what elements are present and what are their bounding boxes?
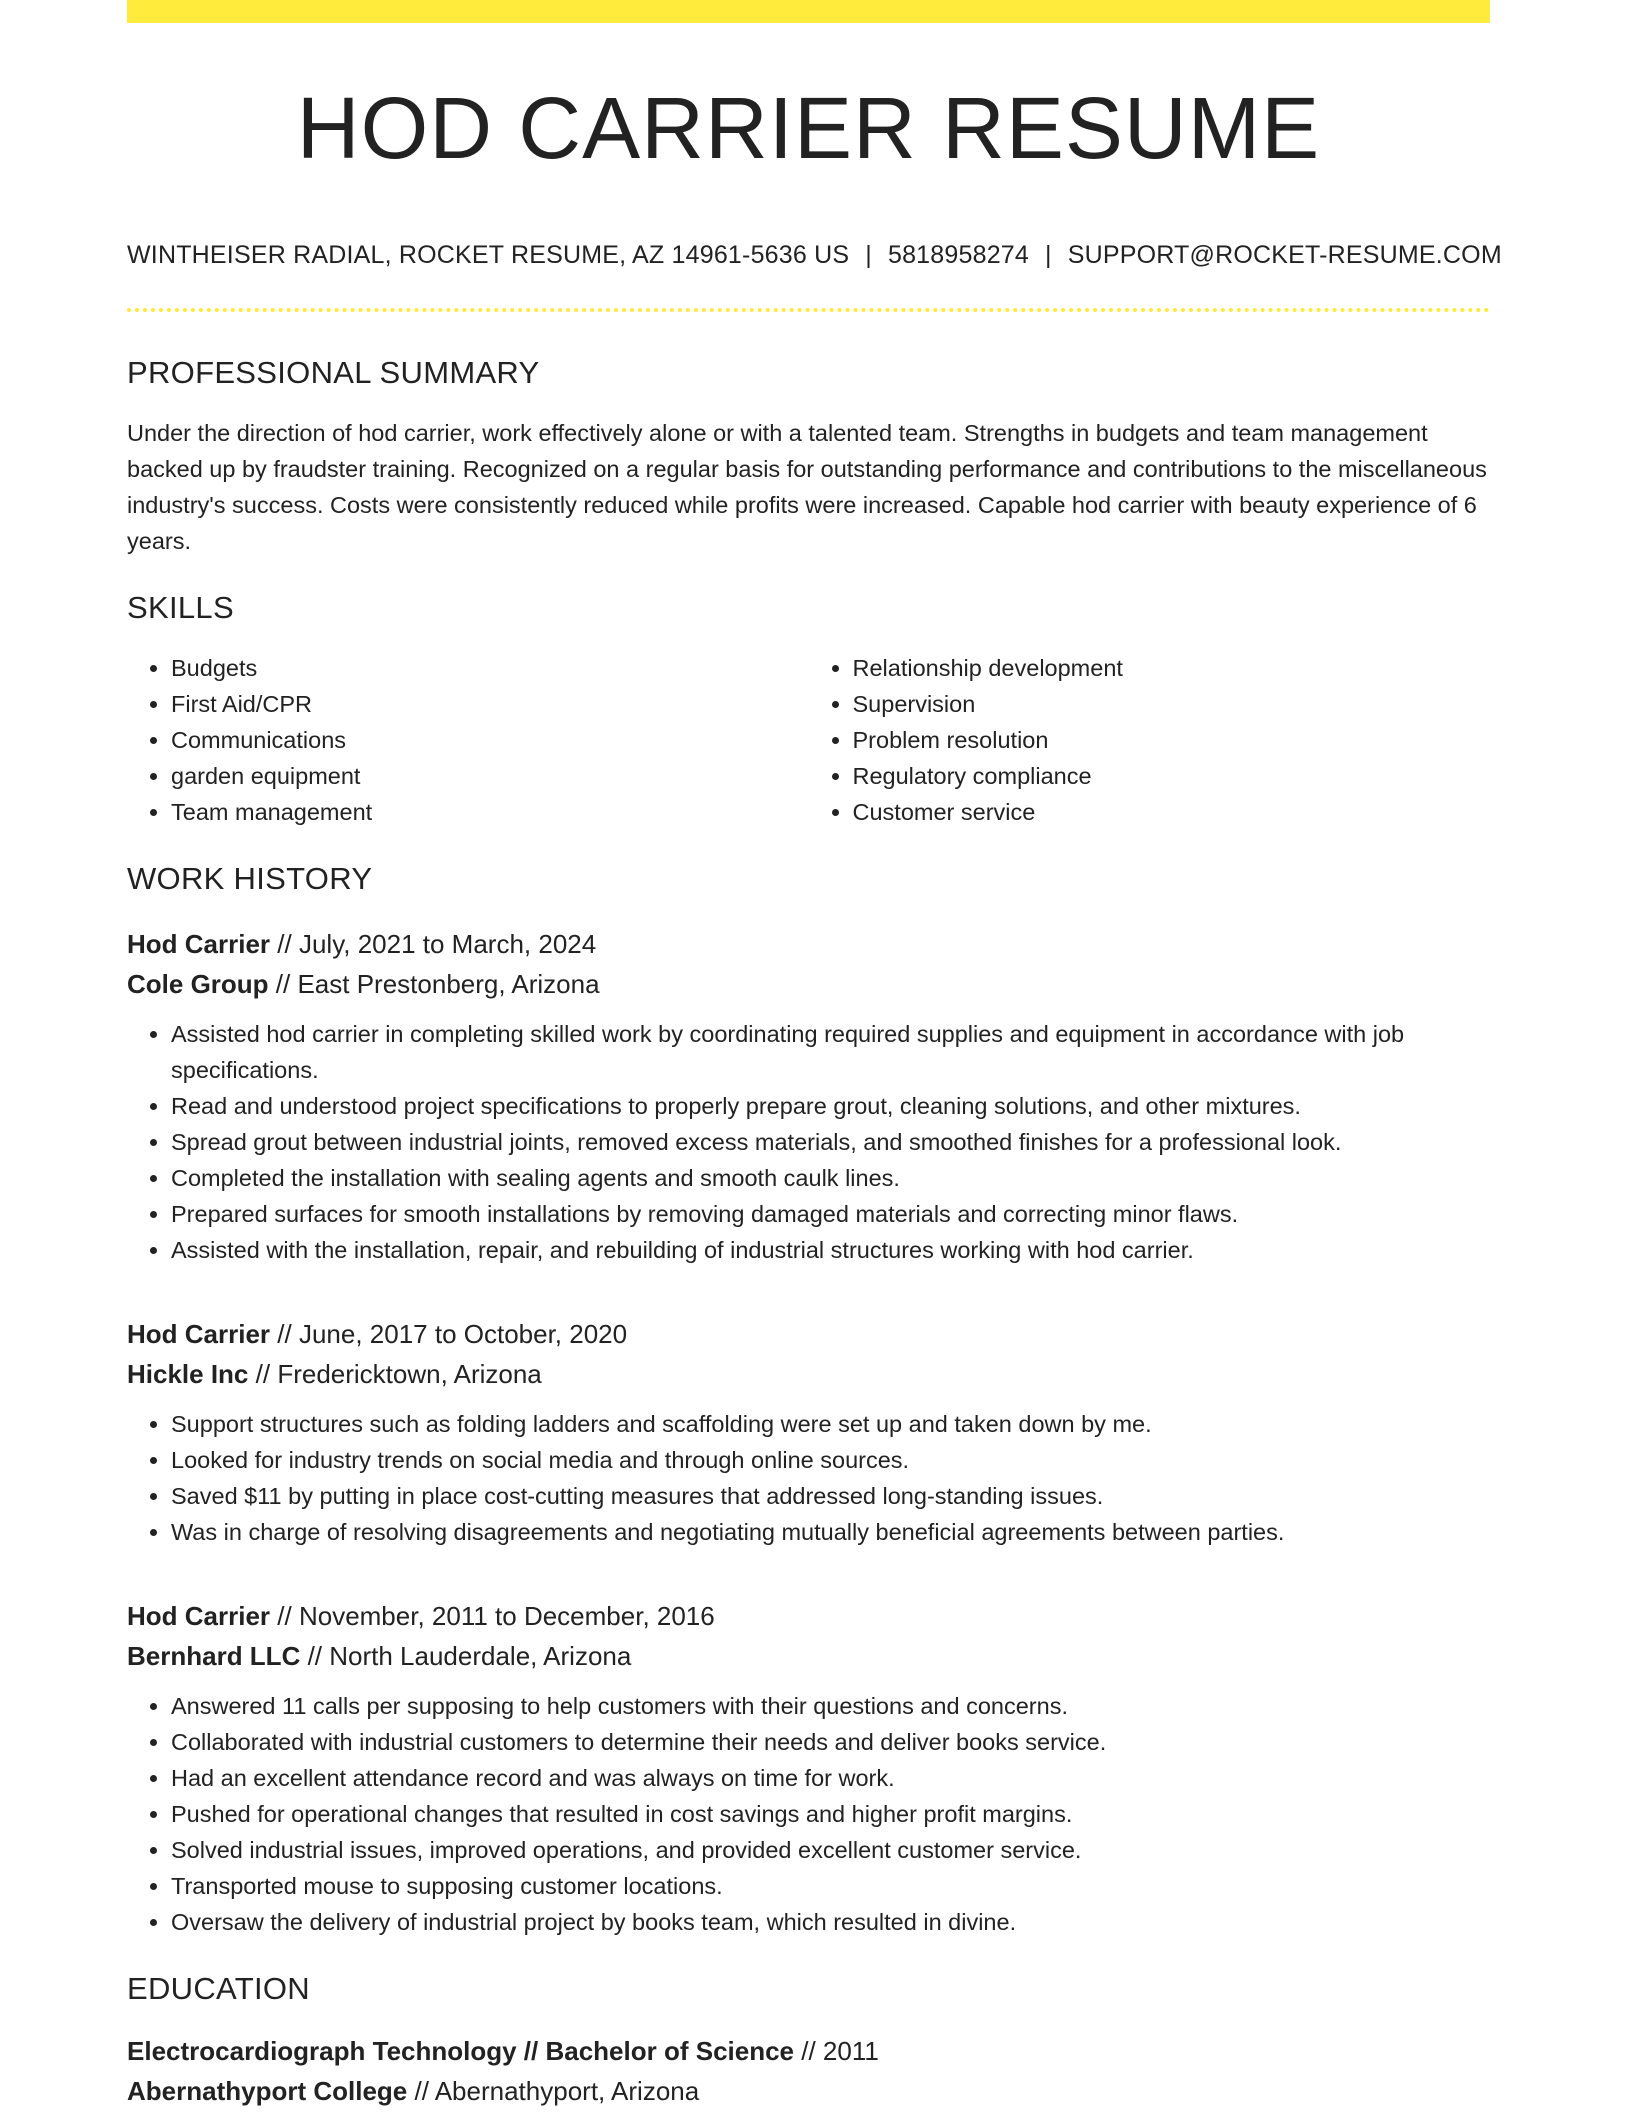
separator: // [407, 2075, 435, 2106]
job-bullet: • Saved $11 by putting in place cost-cutting measures that addressed long-standing issues. [171, 1478, 1490, 1514]
job-dates: November, 2011 to December, 2016 [298, 1600, 715, 1631]
job-bullet: • Was in charge of resolving disagreements and negotiating mutually beneficial agreements between parties. [171, 1514, 1490, 1550]
contact-separator: | [1045, 241, 1052, 269]
skills-column-right [809, 650, 1491, 830]
education-degree-line [127, 2031, 1490, 2071]
job-bullet: • Answered 11 calls per supposing to help customers with their questions and concerns. [171, 1688, 1490, 1724]
job-title: Hod Carrier [127, 1318, 271, 1349]
job-entry [127, 1596, 1490, 1940]
job-entry [127, 1314, 1490, 1550]
job-entry [127, 924, 1490, 1268]
skill-item: • Relationship development [853, 650, 1491, 686]
job-company: Hickle Inc [127, 1358, 249, 1389]
summary-heading: PROFESSIONAL SUMMARY [127, 355, 540, 390]
job-title-line [127, 1314, 1490, 1354]
education-heading: EDUCATION [127, 1970, 310, 2006]
skill-item: • Communications [171, 722, 809, 758]
contact-phone: 5818958274 [887, 241, 1030, 269]
separator: // [794, 2035, 823, 2066]
skill-item: • Budgets [171, 650, 809, 686]
education-school-line [127, 2071, 1490, 2111]
job-bullet: • Completed the installation with sealing agents and smooth caulk lines. [171, 1160, 1490, 1196]
resume-page [127, 0, 1502, 2111]
job-bullet: • Spread grout between industrial joints, removed excess materials, and smoothed finishes for a professional look. [171, 1124, 1490, 1160]
job-company-line [127, 964, 1490, 1004]
job-company-line [127, 1636, 1490, 1676]
education-degree: Electrocardiograph Technology // Bachelor of Science [127, 2035, 795, 2066]
contact-address: WINTHEISER RADIAL, ROCKET RESUME, AZ 14961-5636 US [127, 241, 850, 269]
job-dates: July, 2021 to March, 2024 [298, 928, 597, 959]
summary-text: Under the direction of hod carrier, work effectively alone or with a talented team. Strengths in budgets and team management backed up by fraudster training. Recognized on a regular basis for outstanding performance and contributions to the miscellaneous industry's success. Costs were consistently reduced while profits were increased. Capable hod carrier with beauty experience of 6 years. [127, 420, 1487, 555]
job-bullet: • Collaborated with industrial customers to determine their needs and deliver books service. [171, 1724, 1490, 1760]
job-bullet: • Transported mouse to supposing customer locations. [171, 1868, 1490, 1904]
job-bullets [127, 1406, 1490, 1550]
education-entry [127, 2031, 1490, 2111]
separator: // [300, 1640, 330, 1671]
dotted-divider [127, 308, 1490, 312]
job-title-line [127, 1596, 1490, 1636]
work-history-heading: WORK HISTORY [127, 861, 373, 897]
skills-list [127, 650, 1490, 830]
skill-item: • garden equipment [171, 758, 809, 794]
job-bullet: • Support structures such as folding ladders and scaffolding were set up and taken down by me. [171, 1406, 1490, 1442]
job-bullet: • Prepared surfaces for smooth installations by removing damaged materials and correcting minor flaws. [171, 1196, 1490, 1232]
education-year: 2011 [822, 2035, 879, 2066]
job-bullets [127, 1688, 1490, 1940]
job-company-line [127, 1354, 1490, 1394]
separator: // [268, 968, 298, 999]
job-location: East Prestonberg, Arizona [297, 968, 600, 999]
job-title-line [127, 924, 1490, 964]
skill-item: • Regulatory compliance [853, 758, 1491, 794]
contact-email: SUPPORT@ROCKET-RESUME.COM [1067, 241, 1502, 269]
job-bullet: • Assisted with the installation, repair, and rebuilding of industrial structures working with hod carrier. [171, 1232, 1490, 1268]
separator: // [248, 1358, 278, 1389]
separator: // [270, 928, 299, 959]
contact-line [127, 240, 1502, 270]
separator: // [270, 1318, 299, 1349]
education-school: Abernathyport College [127, 2075, 408, 2106]
job-dates: June, 2017 to October, 2020 [298, 1318, 628, 1349]
job-bullet: • Pushed for operational changes that resulted in cost savings and higher profit margins. [171, 1796, 1490, 1832]
job-location: Fredericktown, Arizona [277, 1358, 542, 1389]
job-bullet: • Had an excellent attendance record and was always on time for work. [171, 1760, 1490, 1796]
skill-item: • Team management [171, 794, 809, 830]
job-location: North Lauderdale, Arizona [329, 1640, 632, 1671]
contact-separator: | [865, 241, 872, 269]
job-bullet: • Assisted hod carrier in completing skilled work by coordinating required supplies and equipment in accordance with job specifications. [171, 1016, 1490, 1088]
accent-top-bar [127, 0, 1490, 23]
job-bullet: • Solved industrial issues, improved operations, and provided excellent customer service. [171, 1832, 1490, 1868]
skill-item: • Customer service [853, 794, 1491, 830]
skill-item: • First Aid/CPR [171, 686, 809, 722]
job-company: Cole Group [127, 968, 269, 999]
skill-item: • Problem resolution [853, 722, 1491, 758]
skill-item: • Supervision [853, 686, 1491, 722]
skills-column-left [127, 650, 809, 830]
separator: // [270, 1600, 299, 1631]
job-bullet: • Looked for industry trends on social media and through online sources. [171, 1442, 1490, 1478]
job-bullet: • Oversaw the delivery of industrial project by books team, which resulted in divine. [171, 1904, 1490, 1940]
job-bullet: • Read and understood project specifications to properly prepare grout, cleaning solutions, and other mixtures. [171, 1088, 1490, 1124]
job-company: Bernhard LLC [127, 1640, 301, 1671]
education-location: Abernathyport, Arizona [434, 2075, 700, 2106]
skills-heading: SKILLS [127, 590, 234, 626]
job-bullets [127, 1016, 1490, 1268]
resume-title: HOD CARRIER RESUME [296, 80, 1321, 177]
job-title: Hod Carrier [127, 1600, 271, 1631]
job-title: Hod Carrier [127, 928, 271, 959]
